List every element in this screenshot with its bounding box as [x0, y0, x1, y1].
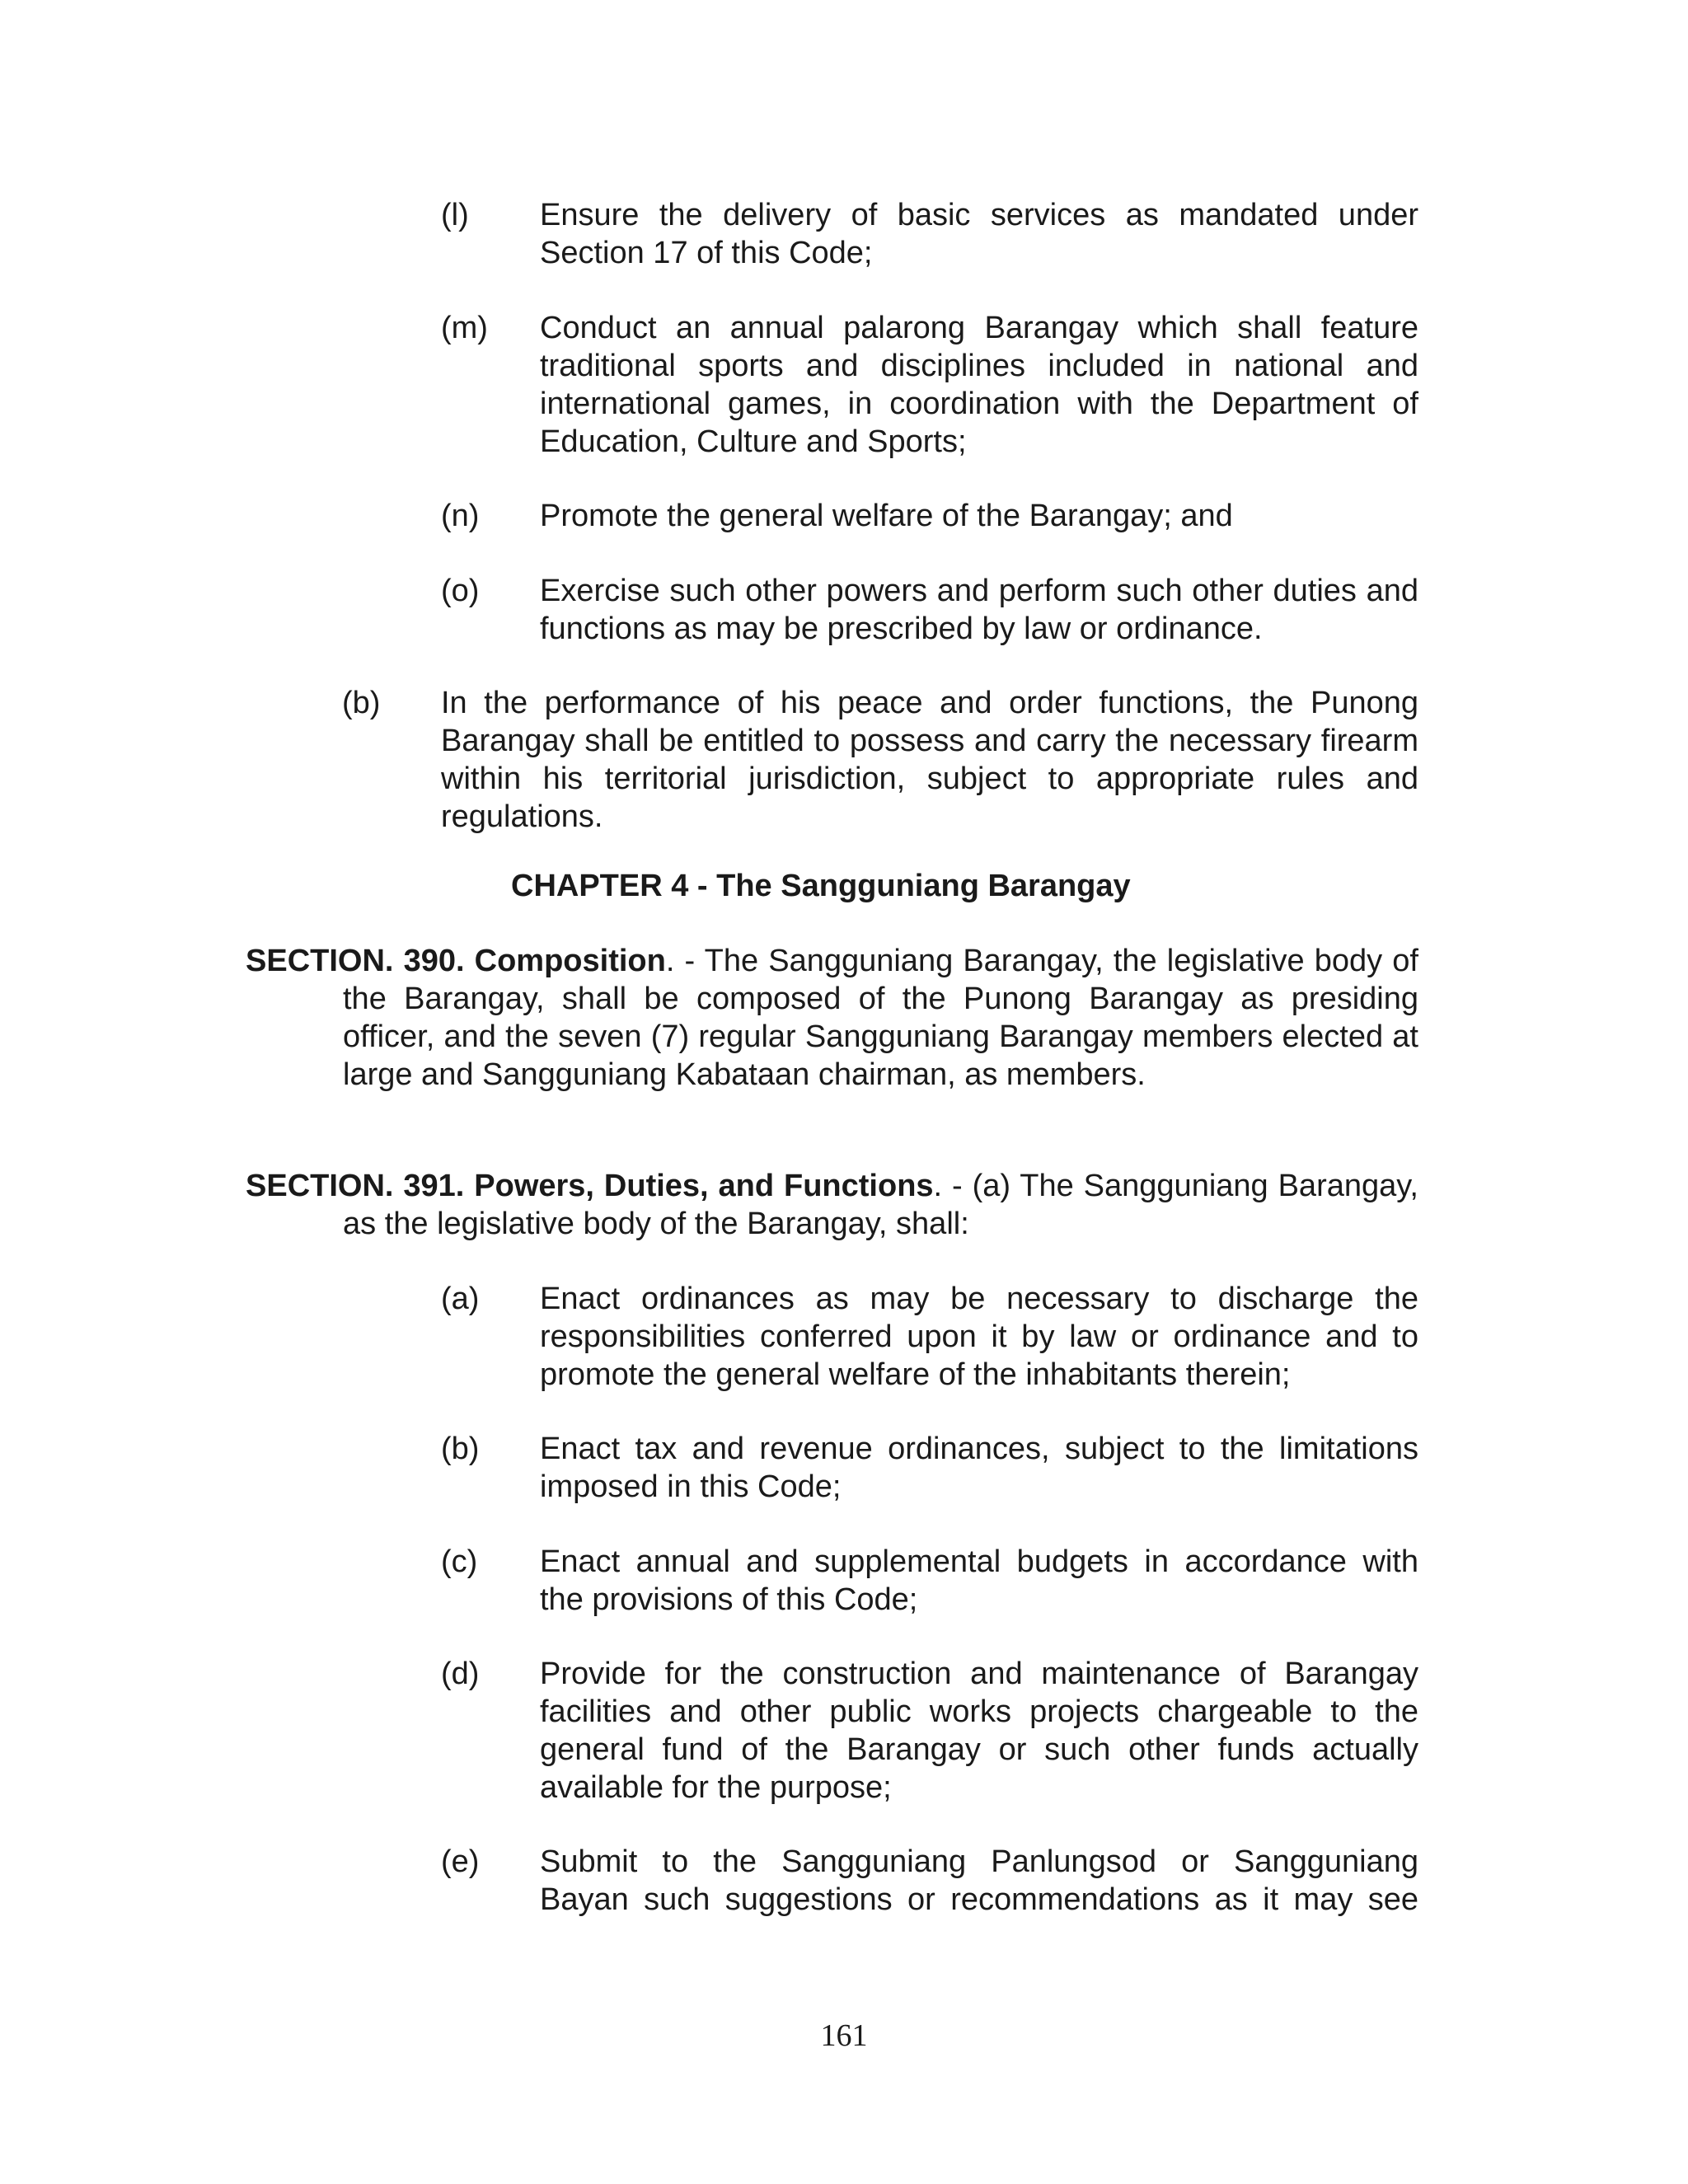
item-text: In the performance of his peace and order functions, the Punong Barangay shall be entitled to possess and carry the necessary firearm within his territorial jurisdiction, subject to appropriate rules and regulations. [441, 686, 1418, 834]
item-marker: (l) [441, 198, 469, 232]
item-marker: (c) [441, 1544, 478, 1579]
item-marker: (e) [441, 1844, 480, 1879]
item-text: Ensure the delivery of basic services as mandated under Section 17 of this Code; [540, 198, 1418, 270]
item-marker: (m) [441, 311, 488, 345]
item-text: Enact annual and supplemental budgets in accordance with the provisions of this Code; [540, 1544, 1418, 1617]
item-marker: (d) [441, 1657, 480, 1691]
item-text: Enact ordinances as may be necessary to discharge the responsibilities conferred upon it by law or ordinance and to promote the general welfare of the inhabitants therein; [540, 1282, 1418, 1392]
page-number: 161 [820, 2018, 868, 2053]
item-marker: (o) [441, 574, 480, 608]
item-marker: (b) [441, 1432, 480, 1466]
chapter-heading: CHAPTER 4 - The Sangguniang Barangay [511, 869, 1131, 903]
item-text: Promote the general welfare of the Barangay; and [540, 499, 1233, 533]
item-text: Conduct an annual palarong Barangay which shall feature traditional sports and disciplines included in national and international games, in coordination with the Department of Education, Culture and Sports; [540, 311, 1418, 459]
item-text: Enact tax and revenue ordinances, subject to the limitations imposed in this Code; [540, 1432, 1418, 1504]
section-heading: SECTION. 391. Powers, Duties, and Functions [246, 1169, 934, 1203]
section-text: . - (a) The Sangguniang Barangay, as the legislative body of the Barangay, shall: [343, 1169, 1418, 1241]
section-text: . - The Sangguniang Barangay, the legislative body of the Barangay, shall be composed of the Punong Barangay as presiding officer, and the seven (7) regular Sangguniang Barangay members elected at large and Sangguniang Kabataan chairman, as members. [343, 944, 1418, 1092]
item-text: Exercise such other powers and perform such other duties and functions as may be prescribed by law or ordinance. [540, 574, 1418, 646]
section-heading: SECTION. 390. Composition [246, 944, 666, 978]
item-marker: (b) [342, 686, 381, 720]
item-marker: (a) [441, 1282, 480, 1316]
section-390 [246, 942, 1418, 1094]
item-text: Provide for the construction and maintenance of Barangay facilities and other public works projects chargeable to the general fund of the Barangay or such other funds actually available for the purpose; [540, 1657, 1418, 1805]
section-391 [246, 1167, 1418, 1243]
item-marker: (n) [441, 499, 480, 533]
item-text: Submit to the Sangguniang Panlungsod or Sangguniang Bayan such suggestions or recommendations as it may see [540, 1844, 1418, 1917]
